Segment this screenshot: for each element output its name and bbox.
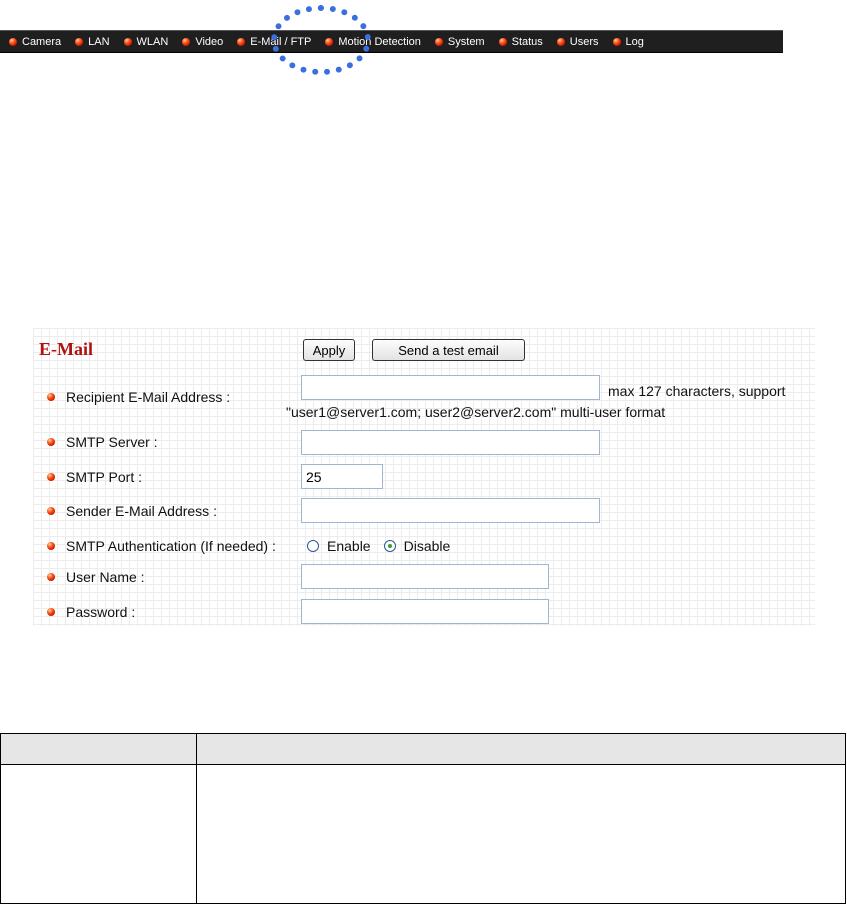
nav-item-label: System bbox=[447, 35, 485, 48]
bullet-icon bbox=[499, 38, 507, 46]
recipient-label: Recipient E-Mail Address : bbox=[66, 389, 231, 405]
sender-email-input[interactable] bbox=[301, 498, 600, 523]
nav-item-label: Motion Detection bbox=[338, 35, 421, 48]
bullet-icon bbox=[9, 38, 17, 46]
smtp-auth-label: SMTP Authentication (If needed) : bbox=[66, 538, 276, 554]
table-cell bbox=[1, 765, 197, 904]
smtp-port-row bbox=[47, 469, 142, 485]
sender-email-label: Sender E-Mail Address : bbox=[66, 503, 217, 519]
bullet-icon bbox=[47, 438, 55, 446]
smtp-server-label: SMTP Server : bbox=[66, 434, 158, 450]
bullet-icon bbox=[47, 573, 55, 581]
nav-item-camera[interactable] bbox=[9, 36, 61, 48]
nav-item-label: Camera bbox=[22, 35, 62, 48]
recipient-hint-line1: max 127 characters, support bbox=[608, 383, 786, 399]
bullet-icon bbox=[47, 542, 55, 550]
bullet-icon bbox=[124, 38, 132, 46]
nav-item-label: LAN bbox=[88, 35, 110, 48]
user-name-input[interactable] bbox=[301, 564, 549, 589]
smtp-port-label: SMTP Port : bbox=[66, 469, 142, 485]
smtp-auth-enable-label: Enable bbox=[327, 538, 371, 554]
nav-item-status[interactable] bbox=[499, 36, 543, 48]
bullet-icon bbox=[75, 38, 83, 46]
send-test-email-button[interactable]: Send a test email bbox=[372, 339, 525, 361]
panel-title: E-Mail bbox=[39, 339, 93, 359]
smtp-auth-enable-radio[interactable] bbox=[307, 540, 319, 552]
bullet-icon bbox=[237, 38, 245, 46]
bullet-icon bbox=[435, 38, 443, 46]
table-row bbox=[1, 765, 846, 904]
nav-item-label: Log bbox=[625, 35, 644, 48]
bullet-icon bbox=[182, 38, 190, 46]
password-row bbox=[47, 604, 135, 620]
recipient-row bbox=[47, 389, 230, 405]
bullet-icon bbox=[47, 608, 55, 616]
table-cell bbox=[197, 765, 846, 904]
recipient-email-input[interactable] bbox=[301, 375, 600, 400]
email-settings-panel bbox=[33, 328, 815, 626]
apply-button[interactable]: Apply bbox=[303, 339, 355, 361]
bullet-icon bbox=[47, 473, 55, 481]
nav-item-label: WLAN bbox=[136, 35, 169, 48]
table-header-cell bbox=[1, 734, 197, 765]
bullet-icon bbox=[557, 38, 565, 46]
nav-item-system[interactable] bbox=[435, 36, 485, 48]
bullet-icon bbox=[325, 38, 333, 46]
smtp-auth-row bbox=[47, 538, 276, 554]
smtp-auth-disable-radio[interactable] bbox=[384, 540, 396, 552]
smtp-auth-disable-label: Disable bbox=[403, 538, 451, 554]
table-header-cell bbox=[197, 734, 846, 765]
bullet-icon bbox=[613, 38, 621, 46]
nav-item-users[interactable] bbox=[557, 36, 599, 48]
nav-item-log[interactable] bbox=[613, 36, 644, 48]
nav-item-label: Status bbox=[511, 35, 543, 48]
user-name-row bbox=[47, 569, 145, 585]
recipient-hint-line2: "user1@server1.com; user2@server2.com" multi-user format bbox=[286, 404, 666, 420]
nav-item-email-ftp[interactable] bbox=[237, 36, 311, 48]
description-table bbox=[0, 733, 846, 904]
smtp-port-input[interactable]: 25 bbox=[301, 464, 383, 489]
smtp-server-row bbox=[47, 434, 158, 450]
table-header-row bbox=[1, 734, 846, 765]
smtp-server-input[interactable] bbox=[301, 430, 600, 455]
nav-item-video[interactable] bbox=[182, 36, 223, 48]
nav-item-label: Video bbox=[195, 35, 224, 48]
bullet-icon bbox=[47, 507, 55, 515]
nav-item-label: E-Mail / FTP bbox=[250, 35, 312, 48]
smtp-auth-radio-group bbox=[307, 538, 463, 554]
sender-email-row bbox=[47, 503, 217, 519]
top-nav-bar bbox=[0, 30, 783, 53]
nav-item-lan[interactable] bbox=[75, 36, 109, 48]
password-label: Password : bbox=[66, 604, 136, 620]
nav-item-motion-detection[interactable] bbox=[325, 36, 421, 48]
password-input[interactable] bbox=[301, 599, 549, 624]
user-name-label: User Name : bbox=[66, 569, 145, 585]
bullet-icon bbox=[47, 393, 55, 401]
nav-item-wlan[interactable] bbox=[124, 36, 169, 48]
nav-item-label: Users bbox=[569, 35, 599, 48]
